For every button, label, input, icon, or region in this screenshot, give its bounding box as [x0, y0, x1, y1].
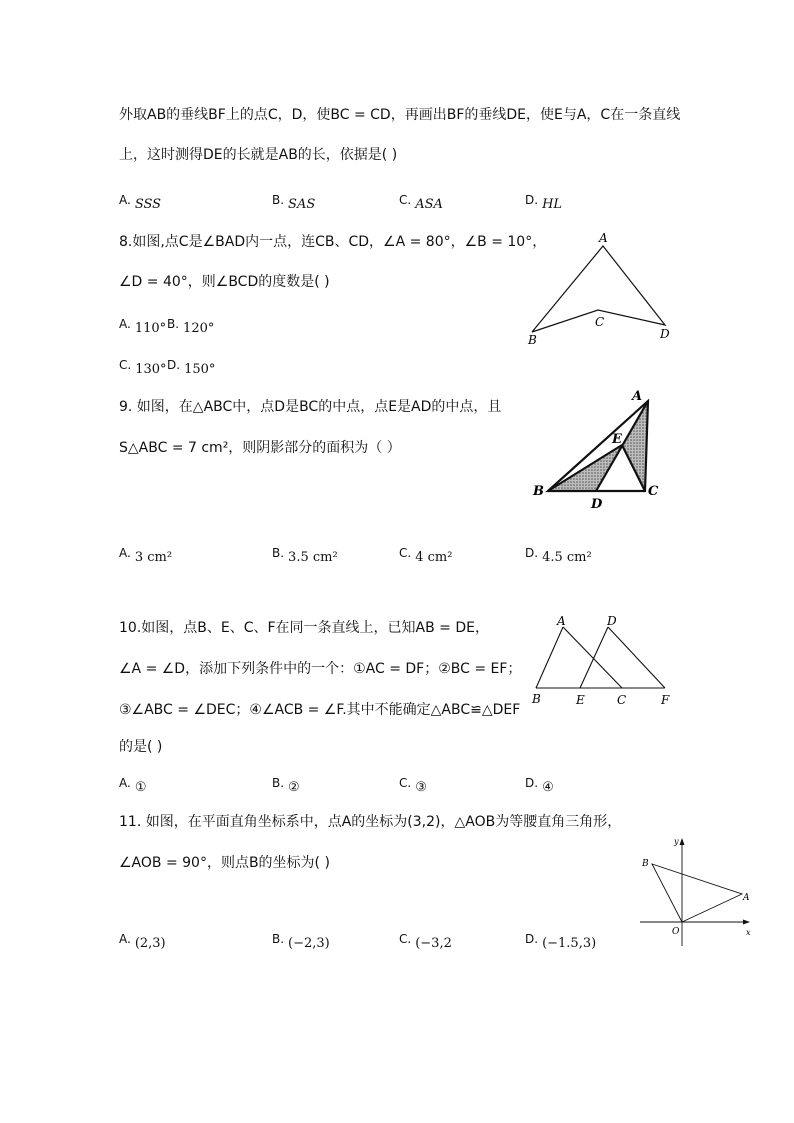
- option-value: ④: [542, 780, 554, 795]
- q8-figure: [520, 228, 690, 348]
- q7-stem-line2: 上，这时测得DE的长就是AB的长，依据是( ): [119, 147, 398, 163]
- option-key: D.: [525, 776, 539, 790]
- q9-shaded-right: [622, 401, 648, 491]
- q10-segment-df: [608, 627, 665, 688]
- q11-label-o: O: [672, 927, 680, 937]
- q10-label-d: D: [607, 614, 617, 628]
- x-axis-arrow-icon: [743, 920, 750, 925]
- option-value: SSS: [134, 197, 162, 212]
- q9-option-a[interactable]: [119, 543, 172, 568]
- q11-label-a: A: [743, 893, 750, 903]
- q11-label-b: B: [642, 859, 649, 869]
- option-value: ①: [134, 780, 147, 795]
- option-key: C.: [399, 932, 412, 946]
- q8-label-c: C: [595, 315, 605, 329]
- option-value: (−1.5,3): [542, 936, 597, 951]
- q9-label-a: A: [632, 389, 643, 404]
- option-key: A.: [119, 546, 131, 560]
- q8-label-d: D: [660, 327, 670, 341]
- option-value: 4.5 cm²: [542, 550, 592, 565]
- q10-stem-line3: ③∠ABC = ∠DEC；④∠ACB = ∠F.其中不能确定△ABC≌△DEF: [119, 702, 521, 718]
- q11-option-c[interactable]: [399, 929, 452, 954]
- option-key: A.: [119, 776, 131, 790]
- q7-option-d[interactable]: [525, 190, 562, 215]
- q10-label-a: A: [557, 614, 566, 628]
- q11-option-d[interactable]: [525, 929, 596, 954]
- q9-option-c[interactable]: [399, 543, 452, 568]
- option-key: D.: [525, 193, 539, 207]
- option-key: D.: [525, 546, 539, 560]
- q10-label-c: C: [617, 693, 627, 707]
- q10-figure: [528, 612, 678, 712]
- q11-label-y: y: [674, 837, 679, 846]
- q9-figure: [528, 385, 678, 513]
- q8-option-a[interactable]: [119, 314, 166, 339]
- option-value: (−2,3): [288, 936, 330, 951]
- q10-label-e: E: [576, 693, 585, 707]
- q11-triangle-aob: [652, 864, 742, 922]
- q8-option-d[interactable]: [167, 355, 215, 380]
- q8-option-b[interactable]: [167, 314, 214, 339]
- q9-stem-line1: 9. 如图，在△ABC中，点D是BC的中点，点E是AD的中点，且: [119, 399, 502, 415]
- option-key: A.: [119, 317, 131, 331]
- option-value: 4 cm²: [415, 550, 453, 565]
- q10-stem-line4: 的是( ): [119, 739, 163, 755]
- q8-label-a: A: [599, 231, 608, 245]
- q11-figure: [634, 832, 759, 954]
- q9-label-b: B: [533, 484, 544, 499]
- option-value: HL: [542, 197, 563, 212]
- q7-stem-line1: 外取AB的垂线BF上的点C，D，使BC = CD，再画出BF的垂线DE，使E与A，C在一条直线: [119, 107, 681, 123]
- option-key: D.: [525, 932, 539, 946]
- option-key: D.: [167, 358, 181, 372]
- option-key: B.: [167, 317, 180, 331]
- q8-label-b: B: [528, 333, 537, 347]
- q9-label-c: C: [648, 484, 659, 499]
- q8-stem-line2: ∠D = 40°，则∠BCD的度数是( ): [119, 274, 330, 290]
- q10-stem-line2: ∠A = ∠D，添加下列条件中的一个：①AC = DF；②BC = EF；: [119, 661, 522, 677]
- q7-option-c[interactable]: [399, 190, 443, 215]
- option-key: C.: [399, 776, 412, 790]
- q11-stem-line2: ∠AOB = 90°，则点B的坐标为( ): [119, 855, 330, 871]
- option-key: B.: [272, 193, 285, 207]
- q11-option-b[interactable]: [272, 929, 330, 954]
- q9-label-e: E: [612, 432, 622, 447]
- option-value: 120°: [183, 321, 215, 336]
- option-value: (−3,2: [415, 936, 452, 951]
- q11-label-x: x: [746, 928, 751, 937]
- option-value: (2,3): [134, 936, 166, 951]
- option-value: 110°: [134, 321, 167, 336]
- y-axis-arrow-icon: [680, 838, 685, 845]
- q10-segment-ac: [563, 627, 622, 688]
- q8-stem-line1: 8.如图,点C是∠BAD内一点，连CB、CD，∠A = 80°，∠B = 10°，: [119, 234, 547, 250]
- option-key: B.: [272, 932, 285, 946]
- option-key: A.: [119, 193, 131, 207]
- q10-segment-ab: [536, 627, 563, 688]
- option-value: 3 cm²: [134, 550, 173, 565]
- q10-option-d[interactable]: [525, 773, 554, 798]
- q9-stem-line2: S△ABC = 7 cm²，则阴影部分的面积为（ ）: [119, 440, 401, 456]
- q7-option-a[interactable]: [119, 190, 161, 215]
- q9-option-d[interactable]: [525, 543, 592, 568]
- q10-label-b: B: [532, 692, 541, 706]
- option-key: C.: [399, 193, 412, 207]
- q9-label-d: D: [591, 497, 603, 512]
- option-value: ②: [288, 780, 300, 795]
- option-key: A.: [119, 932, 131, 946]
- option-value: 130°: [135, 362, 167, 377]
- option-value: 150°: [184, 362, 216, 377]
- option-key: B.: [272, 546, 285, 560]
- option-value: 3.5 cm²: [288, 550, 338, 565]
- q10-option-b[interactable]: [272, 773, 300, 798]
- option-key: B.: [272, 776, 285, 790]
- option-value: SAS: [288, 197, 316, 212]
- q7-option-b[interactable]: [272, 190, 315, 215]
- q10-label-f: F: [661, 693, 670, 707]
- q10-stem-line1: 10.如图，点B、E、C、F在同一条直线上，已知AB = DE，: [119, 620, 489, 636]
- q10-option-c[interactable]: [399, 773, 427, 798]
- q11-option-a[interactable]: [119, 929, 166, 954]
- q11-stem-line1: 11. 如图，在平面直角坐标系中，点A的坐标为(3,2)，△AOB为等腰直角三角形，: [119, 814, 622, 830]
- q8-option-c[interactable]: [119, 355, 167, 380]
- q10-option-a[interactable]: [119, 773, 146, 798]
- q9-option-b[interactable]: [272, 543, 338, 568]
- option-value: ③: [415, 780, 427, 795]
- q10-segment-de: [580, 627, 608, 688]
- option-key: C.: [119, 358, 132, 372]
- option-key: C.: [399, 546, 412, 560]
- option-value: ASA: [415, 197, 443, 212]
